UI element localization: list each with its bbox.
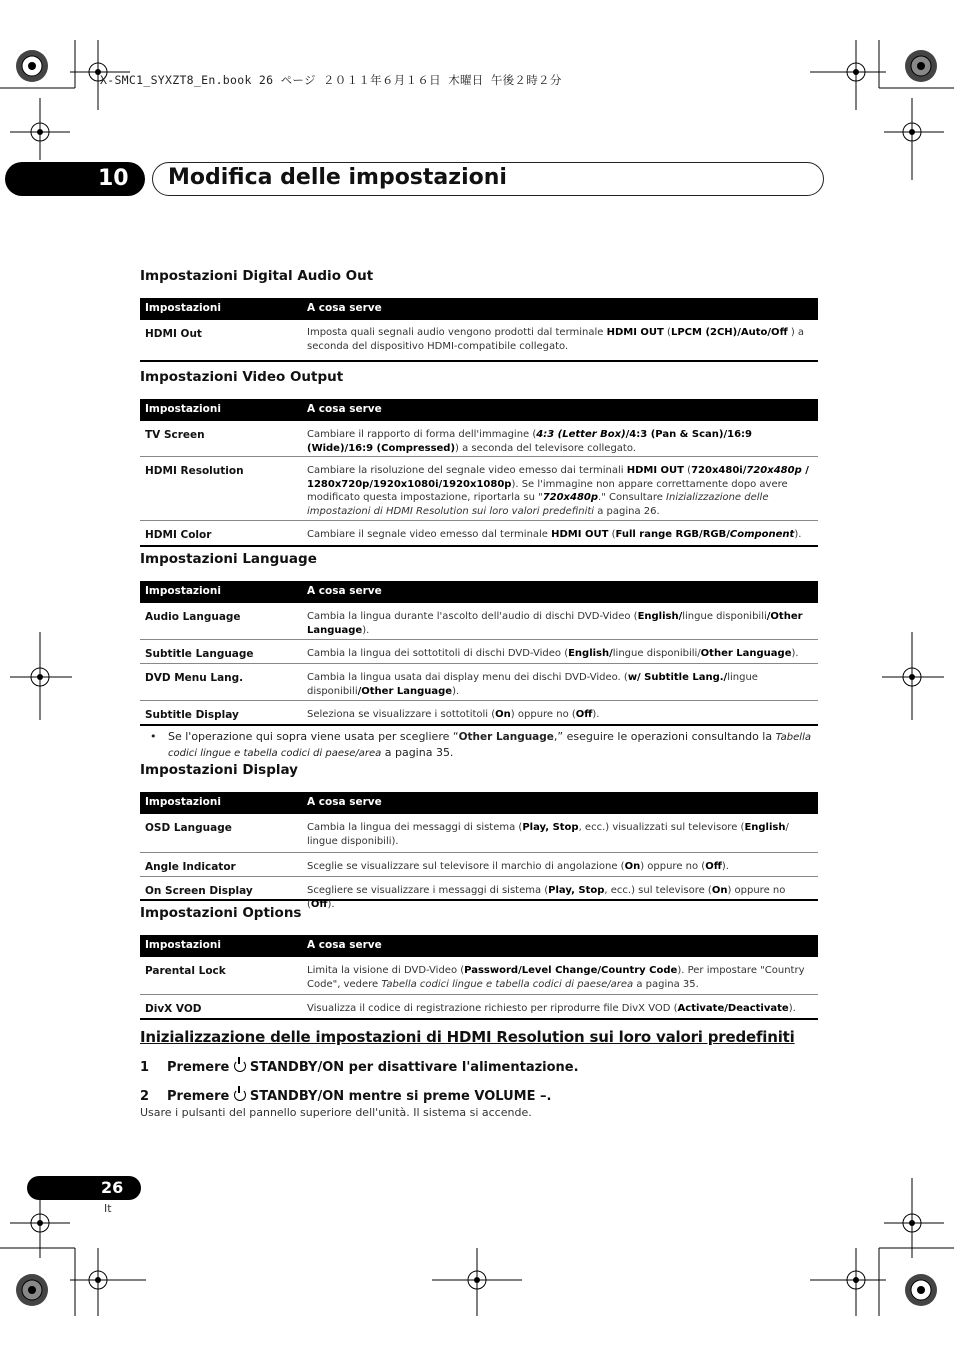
setting-description: Cambiare il segnale video emesso dal terminale HDMI OUT (Full range RGB/RGB/Component). [307,529,802,540]
setting-name: DivX VOD [145,1003,202,1015]
setting-name: Subtitle Display [145,709,239,721]
page-number: 26 [101,1178,124,1197]
setting-name: Audio Language [145,611,241,623]
page-number-pill [27,1176,141,1200]
table-row [140,421,818,457]
setting-description: Imposta quali segnali audio vengono prodotti dal terminale HDMI OUT (LPCM (2CH)/Auto/Off ) a seconda del dispositivo HDMI-compatibile collegato. [307,327,805,352]
setting-name: Angle Indicator [145,861,236,873]
setting-name: Subtitle Language [145,648,254,660]
section-title-language: Impostazioni Language [140,551,317,567]
table-header [140,935,818,957]
header-setting: Impostazioni [145,585,221,597]
table-row [140,320,818,362]
setting-description: Seleziona se visualizzare i sottotitoli (On) oppure no (Off). [307,709,600,720]
setting-name: HDMI Resolution [145,465,244,477]
header-setting: Impostazioni [145,403,221,415]
table-row [140,640,818,664]
table-header [140,399,818,421]
section-title-digital-audio: Impostazioni Digital Audio Out [140,268,374,284]
setting-description: Visualizza il codice di registrazione richiesto per riprodurre file DivX VOD (Activate/Deactivate). [307,1003,796,1014]
step-2: 2 Premere STANDBY/ON mentre si preme VOLUME –. [140,1089,552,1104]
setting-description: Cambiare la risoluzione del segnale video emesso dai terminali HDMI OUT (720x480i/720x480p / 1280x720p/1920x1080i/1920x1080p). Se l'immagine non appare correttamente dopo avere modificato questa impostazione, riportarla su "720x480p." Consultare Inizializzazione delle impostazioni di HDMI Resolution sui loro valori predefiniti a pagina 26. [307,465,809,517]
table-row [140,814,818,853]
setting-description: Cambia la lingua durante l'ascolto dell'audio di dischi DVD-Video (English/lingue disponibili/Other Language). [307,611,803,636]
header-setting: Impostazioni [145,302,221,314]
setting-name: Parental Lock [145,965,226,977]
header-purpose: A cosa serve [307,403,382,415]
header-purpose: A cosa serve [307,585,382,597]
section-title-options: Impostazioni Options [140,905,302,921]
reset-section-title: Inizializzazione delle impostazioni di HDMI Resolution sui loro valori predefiniti [140,1028,795,1046]
setting-name: On Screen Display [145,885,253,897]
table-display [140,792,818,910]
setting-name: TV Screen [145,429,205,441]
table-header [140,581,818,603]
header-setting: Impostazioni [145,796,221,808]
chapter-title: Modifica delle impostazioni [168,165,507,190]
table-video-output [140,399,818,547]
chapter-number: 10 [98,166,129,191]
setting-description: Cambia la lingua usata dai display menu dei dischi DVD-Video. (w/ Subtitle Lang./lingue disponibili/Other Language). [307,672,758,697]
header-purpose: A cosa serve [307,302,382,314]
table-row [140,457,818,521]
setting-name: HDMI Out [145,328,202,340]
section-title-video-output: Impostazioni Video Output [140,369,344,385]
table-row [140,995,818,1020]
setting-description: Cambia la lingua dei messaggi di sistema (Play, Stop, ecc.) visualizzati sul televisore (English/ lingue disponibili). [307,822,789,847]
setting-name: HDMI Color [145,529,212,541]
power-icon [234,1060,246,1072]
step-1: 1 Premere STANDBY/ON per disattivare l'alimentazione. [140,1060,579,1075]
setting-description: Sceglie se visualizzare sul televisore il marchio di angolazione (On) oppure no (Off). [307,861,729,872]
table-row [140,603,818,640]
setting-description: Scegliere se visualizzare i messaggi di sistema (Play, Stop, ecc.) sul televisore (On) oppure no (Off). [307,885,786,910]
language-note: • Se l'operazione qui sopra viene usata per scegliere “Other Language,” eseguire le operazioni consultando la Tabella codici lingue e tabella codici di paese/area a pagina 35. [150,730,811,759]
setting-description: Limita la visione di DVD-Video (Password/Level Change/Country Code). Per impostare "Country Code", vedere Tabella codici lingue e tabella codici di paese/area a pagina 35. [307,965,805,990]
table-row [140,521,818,547]
table-language [140,581,818,726]
table-header [140,792,818,814]
step-2-note: Usare i pulsanti del pannello superiore dell'unità. Il sistema si accende. [140,1106,532,1119]
table-header [140,298,818,320]
setting-description: Cambia la lingua dei sottotitoli di dischi DVD-Video (English/lingue disponibili/Other Language). [307,648,799,659]
setting-name: DVD Menu Lang. [145,672,244,684]
running-header: X-SMC1_SYXZT8_En.book 26 ページ ２０１１年６月１６日 木曜日 午後２時２分 [100,73,562,87]
table-row [140,701,818,726]
table-row [140,664,818,701]
header-purpose: A cosa serve [307,939,382,951]
table-row [140,957,818,995]
header-purpose: A cosa serve [307,796,382,808]
power-icon [234,1089,246,1101]
page-language: It [104,1202,112,1215]
table-row [140,853,818,877]
setting-name: OSD Language [145,822,232,834]
table-row [140,877,818,910]
table-options [140,935,818,1020]
table-digital-audio [140,298,818,362]
header-setting: Impostazioni [145,939,221,951]
setting-description: Cambiare il rapporto di forma dell'immagine (4:3 (Letter Box)/4:3 (Pan & Scan)/16:9 (Wide)/16:9 (Compressed)) a seconda del televisore collegato. [307,429,752,454]
section-title-display: Impostazioni Display [140,762,298,778]
